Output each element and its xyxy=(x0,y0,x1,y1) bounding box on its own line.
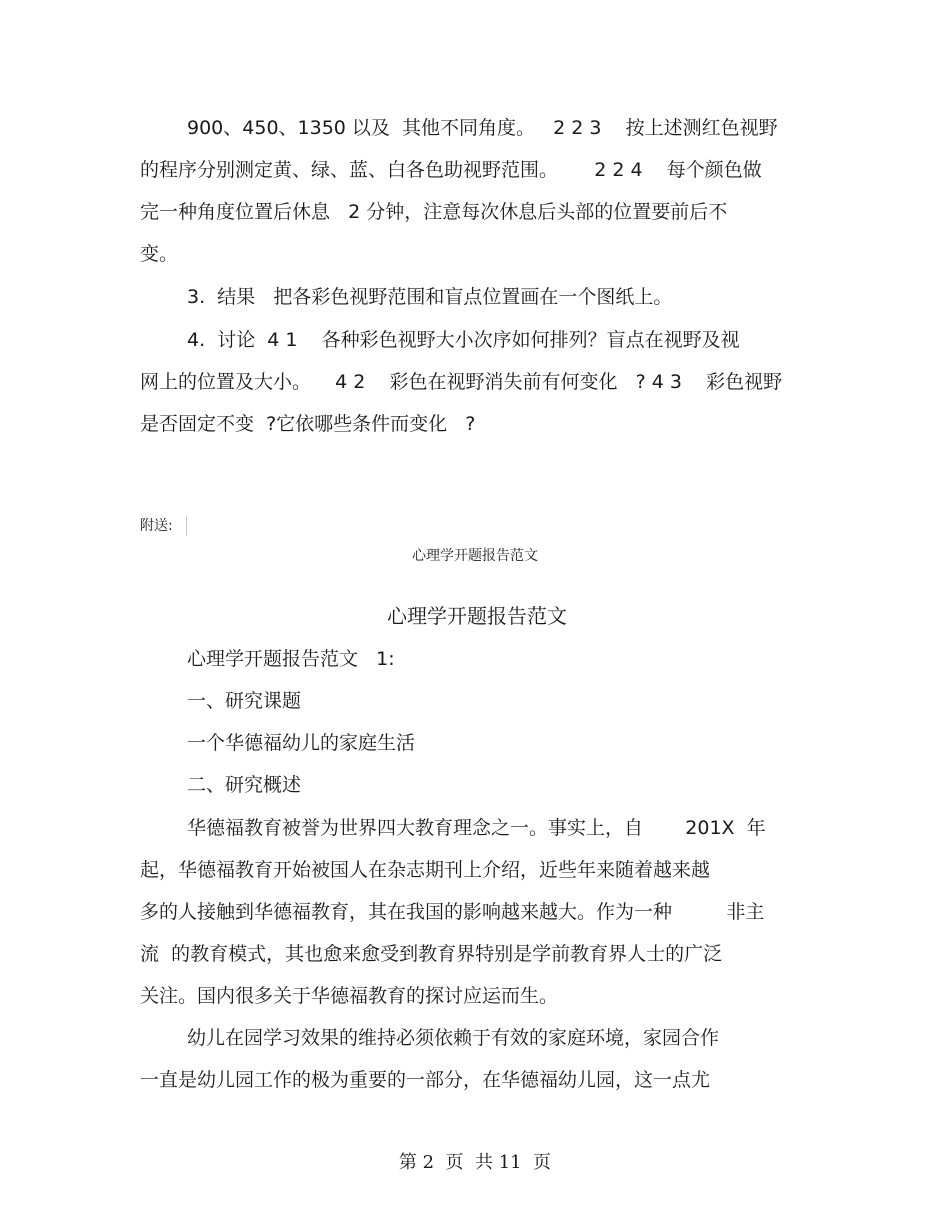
section1-body: 一个华德福幼儿的家庭生活 xyxy=(187,732,416,754)
result-line: 3. 结果 把各彩色视野范围和盲点位置画在一个图纸上。 xyxy=(187,286,673,308)
procedure-line-2: 的程序分别测定黄、绿、蓝、白各色助视野范围。 2 2 4 每个颜色做 xyxy=(140,159,762,181)
discussion-line-3: 是否固定不变 ?它依哪些条件而变化 ? xyxy=(140,413,476,435)
paragraph2-line-2: 一直是幼儿园工作的极为重要的一部分，在华德福幼儿园，这一点尤 xyxy=(140,1069,711,1091)
procedure-line-1: 900、450、1350 以及 其他不同角度。 2 2 3 按上述测红色视野 xyxy=(187,117,778,139)
paragraph2-line-1: 幼儿在园学习效果的维持必须依赖于有效的家庭环境，家园合作 xyxy=(187,1027,720,1049)
running-header: 心理学开题报告范文 xyxy=(412,548,538,564)
paragraph1-line-4: 流 的教育模式，其也愈来愈受到教育界特别是学前教育界人士的广泛 xyxy=(140,943,723,965)
paragraph1-line-2: 起，华德福教育开始被国人在杂志期刊上介绍，近些年来随着越来越 xyxy=(140,859,711,881)
attachment-label: 附送: xyxy=(140,518,173,534)
paragraph1-line-1: 华德福教育被誉为世界四大教育理念之一。事实上，自 201X 年 xyxy=(187,817,766,839)
procedure-line-4: 变。 xyxy=(140,243,179,265)
section1-heading: 一、研究课题 xyxy=(187,690,302,712)
discussion-line-1: 4. 讨论 4 1 各种彩色视野大小次序如何排列？盲点在视野及视 xyxy=(187,329,740,351)
section2-heading: 二、研究概述 xyxy=(187,774,302,796)
discussion-line-2: 网上的位置及大小。 4 2 彩色在视野消失前有何变化 ? 4 3 彩色视野 xyxy=(140,371,783,393)
essay-title: 心理学开题报告范文 xyxy=(387,604,567,628)
divider xyxy=(186,516,187,536)
page-footer: 第 2 页 共 11 页 xyxy=(398,1152,552,1173)
paragraph1-line-5: 关注。国内很多关于华德福教育的探讨应运而生。 xyxy=(140,985,559,1007)
paragraph1-line-3: 多的人接触到华德福教育，其在我国的影响越来越大。作为一种 非主 xyxy=(140,901,765,923)
essay-subtitle: 心理学开题报告范文 1: xyxy=(187,648,395,670)
procedure-line-3: 完一种角度位置后休息 2 分钟，注意每次休息后头部的位置要前后不 xyxy=(140,201,728,223)
